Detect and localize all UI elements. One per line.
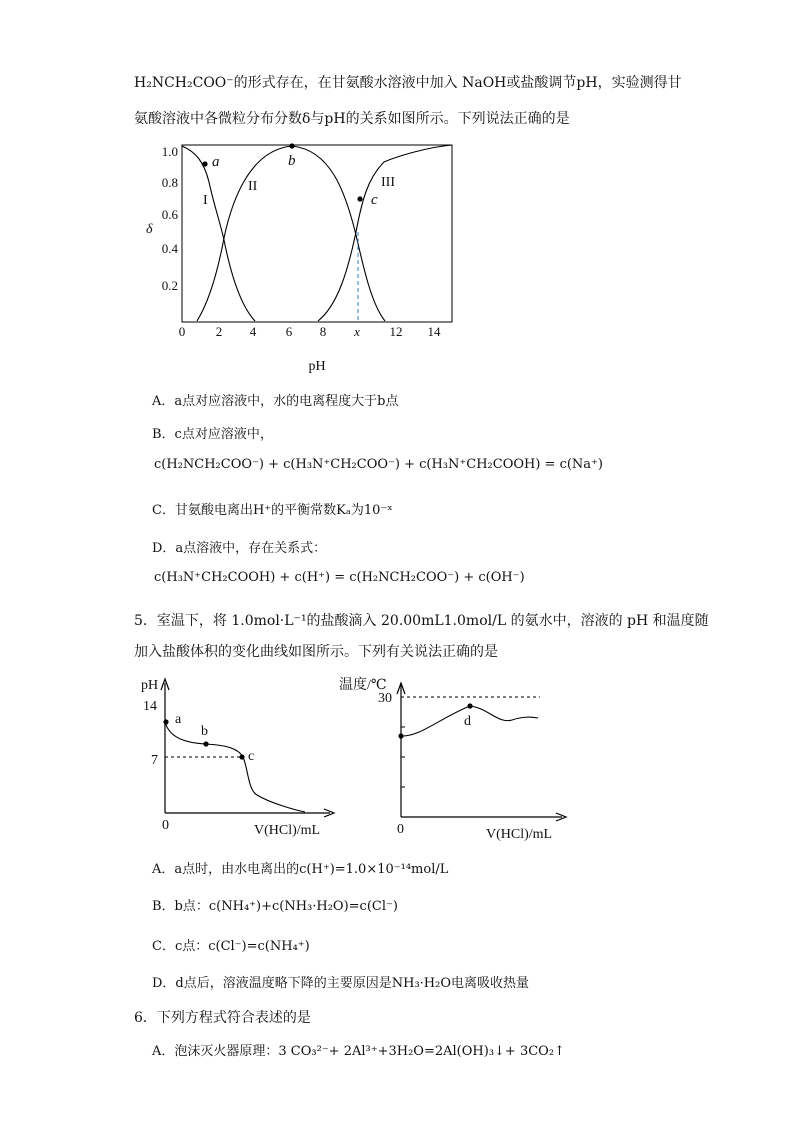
q6-option-a: A．泡沫灭火器原理：3 CO₃²⁻+ 2Al³⁺+3H₂O=2Al(OH)₃↓+ 3CO₂↑	[152, 1044, 565, 1059]
q4-option-b: B．c点对应溶液中，	[152, 427, 273, 442]
intro-line-1: H₂NCH₂COO⁻的形式存在，在甘氨酸水溶液中加入 NaOH或盐酸调节pH，实验测得甘	[134, 75, 682, 91]
curve-III	[318, 145, 452, 321]
ph-tick-14: 14	[143, 699, 157, 714]
curve-I	[182, 146, 255, 321]
temp-origin-label: 0	[397, 822, 404, 837]
ph-point-c	[239, 754, 244, 759]
ph-axis-label: pH	[141, 678, 159, 693]
y-tick-0-4: 0.4	[161, 241, 178, 256]
q5-option-b: B．b点：c(NH₄⁺)+c(NH₃·H₂O)=c(Cl⁻)	[152, 899, 398, 914]
ph-point-a	[163, 719, 168, 724]
q6-stem: 6．下列方程式符合表述的是	[134, 1010, 311, 1026]
delta-ph-chart	[0, 0, 794, 400]
ph-tick-7: 7	[151, 753, 158, 768]
ph-point-c-label: c	[248, 749, 255, 764]
q4-option-a: A．a点对应溶液中，水的电离程度大于b点	[152, 394, 399, 409]
ph-point-b	[203, 741, 208, 746]
ph-point-b-label: b	[201, 724, 208, 739]
ph-origin-label: 0	[162, 818, 169, 833]
ph-x-axis-label: V(HCl)/mL	[254, 823, 321, 838]
temp-tick-30: 30	[378, 691, 392, 706]
region-I-label: I	[203, 193, 208, 208]
x-tick-14: 14	[427, 324, 441, 339]
temp-x-axis-label: V(HCl)/mL	[486, 827, 553, 842]
q4-option-d: D．a点溶液中，存在关系式：	[152, 541, 327, 556]
point-a-label: a	[212, 154, 220, 170]
q4-option-c: C．甘氨酸电离出H⁺的平衡常数Kₐ为10⁻ˣ	[152, 503, 393, 518]
region-III-label: III	[381, 175, 395, 190]
q4-option-b-equation: c(H₂NCH₂COO⁻) + c(H₃N⁺CH₂COO⁻) + c(H₃N⁺CH₂COOH) = c(Na⁺)	[154, 457, 603, 472]
q5-stem-line-1: 5．室温下，将 1.0mol·L⁻¹的盐酸滴入 20.00mL1.0mol/L 的氨水中，溶液的 pH 和温度随	[134, 613, 709, 629]
ph-curve	[165, 722, 305, 812]
region-II-label: II	[248, 179, 258, 194]
point-c	[357, 196, 362, 201]
x-tick-8: 8	[319, 324, 327, 339]
q5-option-c: C．c点：c(Cl⁻)=c(NH₄⁺)	[152, 939, 310, 954]
y-tick-0-8: 0.8	[161, 175, 178, 190]
x-tick-12: 12	[389, 324, 403, 339]
point-b-label: b	[288, 153, 296, 169]
temp-axis-label: 温度/℃	[339, 678, 387, 693]
x-axis-label: pH	[308, 359, 326, 374]
y-tick-0-6: 0.6	[161, 207, 178, 222]
q5-stem-line-2: 加入盐酸体积的变化曲线如图所示。下列有关说法正确的是	[134, 644, 498, 660]
q4-option-d-equation: c(H₃N⁺CH₂COOH) + c(H⁺) = c(H₂NCH₂COO⁻) + c(OH⁻)	[154, 570, 525, 585]
ph-point-a-label: a	[175, 712, 182, 727]
q5-option-d: D．d点后，溶液温度略下降的主要原因是NH₃·H₂O电离吸收热量	[152, 976, 530, 991]
y-tick-1-0: 1.0	[161, 144, 178, 159]
point-b	[289, 143, 294, 148]
temp-point-d-label: d	[464, 714, 471, 729]
x-tick-6: 6	[285, 324, 293, 339]
x-tick-2: 2	[215, 324, 223, 339]
temp-point-d	[467, 703, 472, 708]
x-tick-x: x	[354, 324, 360, 339]
y-axis-label: δ	[146, 222, 153, 237]
temp-start-point	[398, 733, 403, 738]
y-tick-0-2: 0.2	[161, 278, 178, 293]
point-c-label: c	[371, 192, 378, 208]
q5-option-a: A．a点时，由水电离出的c(H⁺)=1.0×10⁻¹⁴mol/L	[152, 862, 449, 877]
curve-II	[197, 146, 385, 321]
x-tick-4: 4	[249, 324, 257, 339]
point-a	[202, 161, 207, 166]
titration-charts	[0, 660, 794, 850]
intro-line-2: 氨酸溶液中各微粒分布分数δ与pH的关系如图所示。下列说法正确的是	[134, 111, 570, 127]
x-tick-0: 0	[178, 324, 186, 339]
